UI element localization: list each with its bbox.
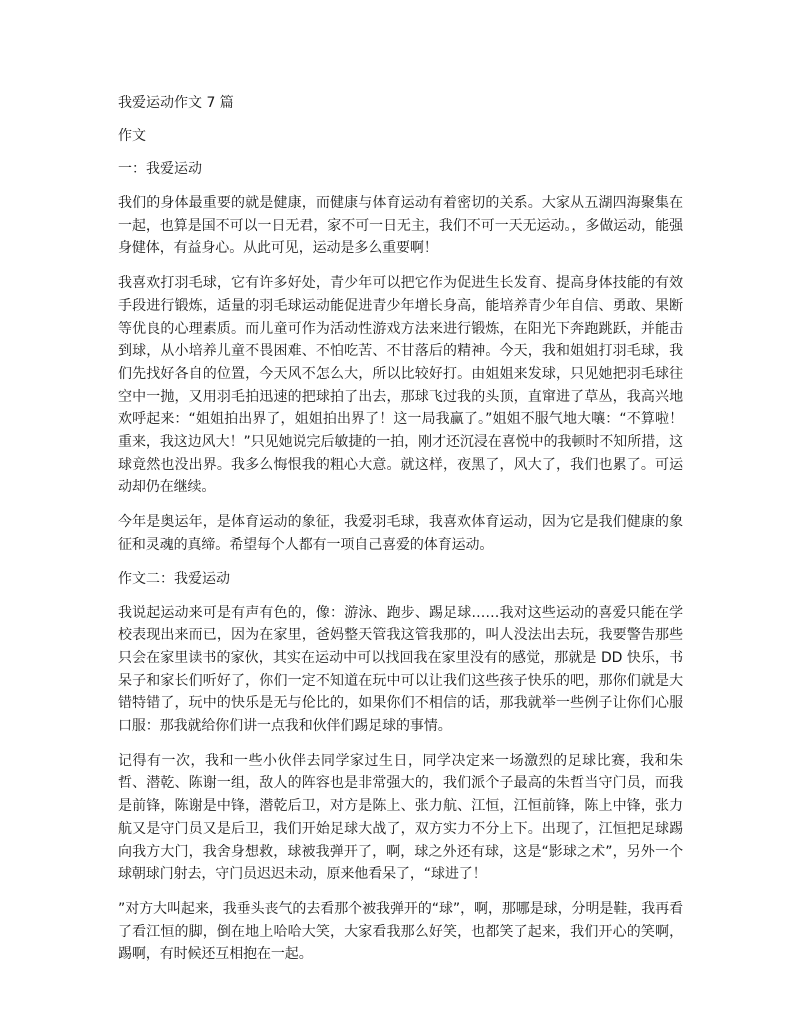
- essay-heading-2: 作文二：我爱运动: [118, 570, 230, 587]
- essay-heading-1: 一：我爱运动: [118, 161, 202, 177]
- paragraph-6: ”对方大叫起来，我垂头丧气的去看那个被我弹开的“球”，啊，那哪是球，分明是鞋，我再看了看江恒的脚，倒在地上哈哈大笑，大家看我那么好笑，也都笑了起来，我们开心的笑啊，踢啊，有时候还互相抱在一起。: [118, 900, 683, 963]
- paragraph-4: 我说起运动来可是有声有色的，像：游泳、跑步、踢足球……我对这些运动的喜爱只能在学校表现出来而已，因为在家里，爸妈整天管我这管我那的，叫人没法出去玩，我要警告那些只会在家里读书的家伙，其实在运动中可以找回我在家里没有的感觉，那就是 DD 快乐，书呆子和家长们听好了，你们一定不知道在玩中可以让我们这些孩子快乐的吧，那你们就是大错特错了，玩中的快乐是无与伦比的，如果你们不相信的话，那我就举一些例子让你们心服口服：那我就给你们讲一点我和伙伴们踢足球的事情。: [118, 604, 683, 735]
- paragraph-2: 我喜欢打羽毛球，它有许多好处，青少年可以把它作为促进生长发育、提高身体技能的有效手段进行锻炼，适量的羽毛球运动能促进青少年增长身高，能培养青少年自信、勇敢、果断等优良的心理素质。而儿童可作为活动性游戏方法来进行锻炼，在阳光下奔跑跳跃，并能击到球，从小培养儿童不畏困难、不怕吃苦、不甘落后的精神。今天，我和姐姐打羽毛球，我们先找好各自的位置，今天风不怎么大，所以比较好打。由姐姐来发球，只见她把羽毛球往空中一抛，又用羽毛拍迅速的把球拍了出去，那球飞过我的头顶，直窜进了草丛，我高兴地欢呼起来：“姐姐拍出界了，姐姐拍出界了！这一局我赢了。”姐姐不服气地大嚷：“不算啦！重来，我这边风大！”只见她说完后敏捷的一拍，刚才还沉浸在喜悦中的我顿时不知所措，这球竟然也没出界。我多么悔恨我的粗心大意。就这样，夜黑了，风大了，我们也累了。可运动却仍在继续。: [118, 275, 683, 496]
- paragraph-5: 记得有一次，我和一些小伙伴去同学家过生日，同学决定来一场激烈的足球比赛，我和朱哲、潜乾、陈谢一组，敌人的阵容也是非常强大的，我们派个子最高的朱哲当守门员，而我是前锋，陈谢是中锋，潜乾后卫，对方是陈上、张力航、江恒，江恒前锋，陈上中锋，张力航又是守门员又是后卫，我们开始足球大战了，双方实力不分上下。出现了，江恒把足球踢向我方大门，我舍身想救，球被我弹开了，啊，球之外还有球，这是“影球之术”，另外一个球朝球门射去，守门员迟迟未动，原来他看呆了，“球进了！: [118, 752, 683, 883]
- paragraph-1: 我们的身体最重要的就是健康，而健康与体育运动有着密切的关系。大家从五湖四海聚集在一起，也算是国不可以一日无君，家不可一日无主，我们不可一天无运动。，多做运动，能强身健体，有益身心。从此可见，运动是多么重要啊！: [118, 195, 683, 257]
- document-title: 我爱运动作文 7 篇: [118, 95, 234, 111]
- paragraph-3: 今年是奥运年，是体育运动的象征，我爱羽毛球，我喜欢体育运动，因为它是我们健康的象征和灵魂的真缔。希望每个人都有一项自己喜爱的体育运动。: [118, 514, 683, 553]
- document-page: [118, 93, 683, 978]
- section-label: 作文: [118, 128, 146, 144]
